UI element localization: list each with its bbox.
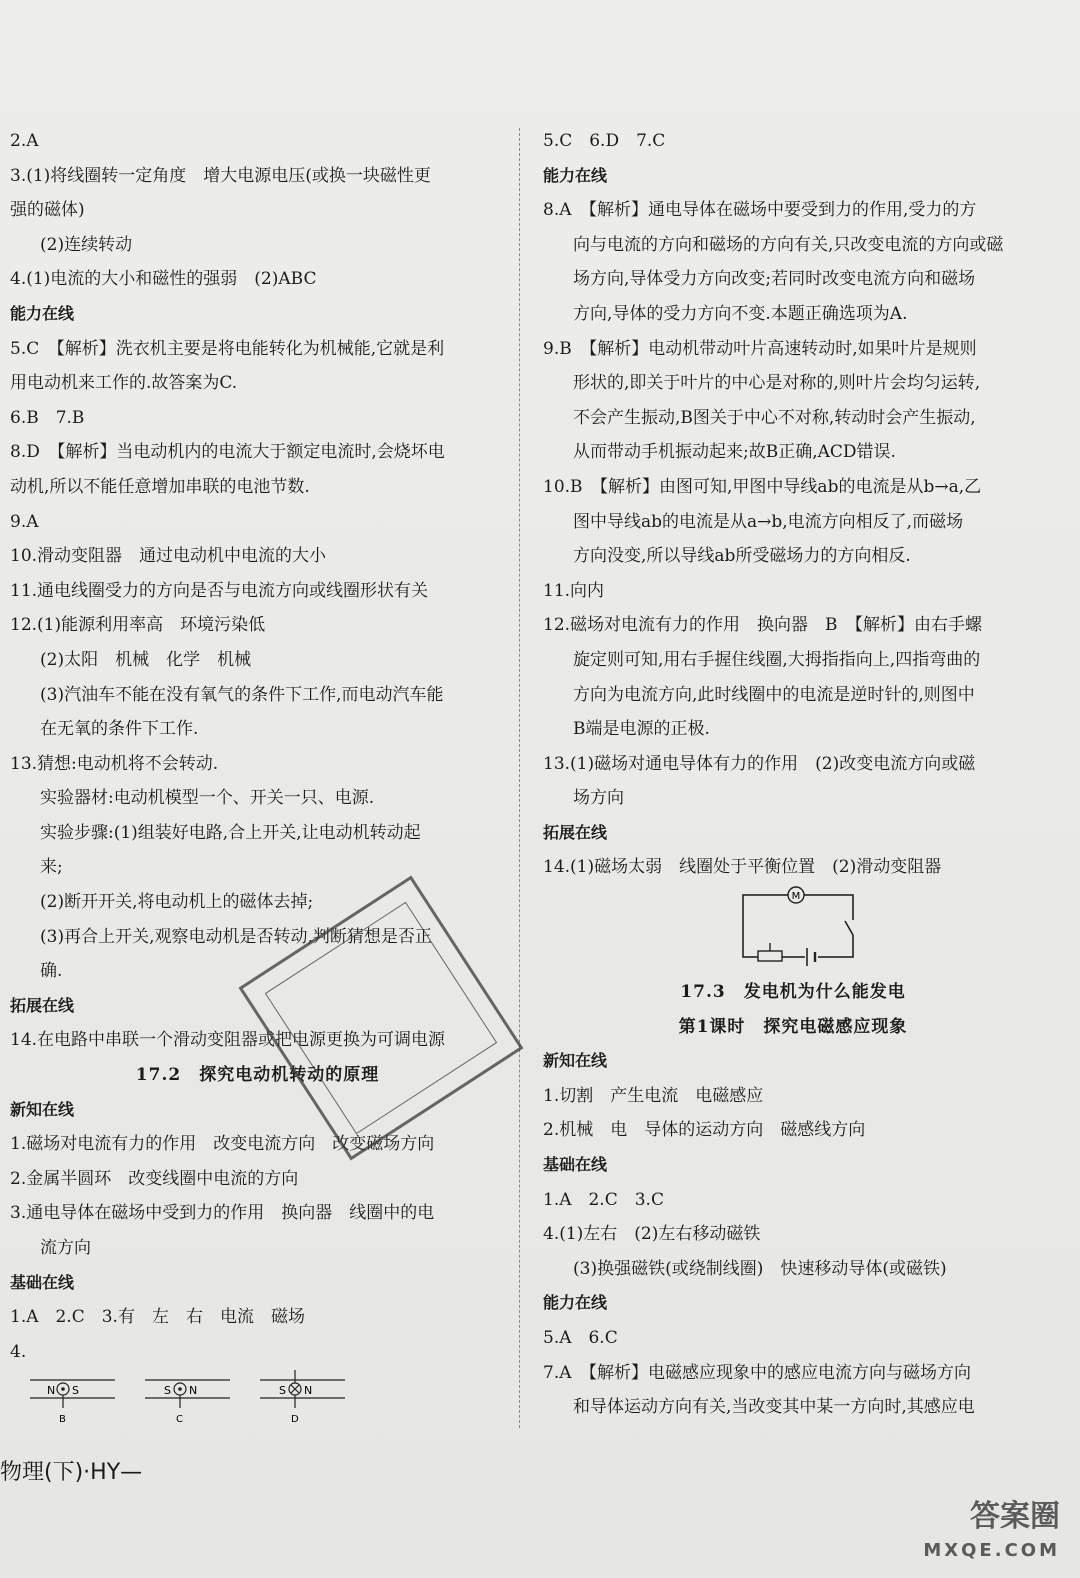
- svg-text:S: S: [164, 1384, 171, 1397]
- right-text-line: 5.A 6.C: [543, 1328, 618, 1348]
- right-text-line: 8.A 【解析】通电导体在磁场中要受到力的作用,受力的方: [543, 200, 977, 221]
- left-text-line: 来;: [40, 857, 63, 878]
- svg-text:D: D: [291, 1414, 299, 1425]
- right-text-line: 第1课时 探究电磁感应现象: [678, 1016, 908, 1037]
- magnet-d: [260, 1370, 345, 1425]
- right-text-line: 图中导线ab的电流是从a→b,电流方向相反了,而磁场: [573, 511, 964, 532]
- left-text-line: 4.(1)电流的大小和磁性的强弱 (2)ABC: [10, 269, 317, 290]
- left-text-line: (3)再合上开关,观察电动机是否转动,判断猜想是否正: [40, 926, 432, 947]
- left-text-line: 流方向: [40, 1238, 91, 1258]
- left-text-line: 实验步骤:(1)组装好电路,合上开关,让电动机转动起: [40, 822, 421, 843]
- left-text-line: 4.: [10, 1341, 27, 1362]
- right-text-line: 旋定则可知,用右手握住线圈,大拇指指向上,四指弯曲的: [573, 649, 981, 670]
- circuit-diagram: [543, 885, 1043, 975]
- left-text-line: 强的磁体): [10, 200, 85, 221]
- page-footer: 物理(下)·HY—: [0, 1460, 143, 1485]
- right-text-line: 7.A 【解析】电磁感应现象中的感应电流方向与磁场方向: [543, 1362, 971, 1383]
- left-text-line: 6.B 7.B: [10, 407, 85, 428]
- right-text-line: 12.磁场对电流有力的作用 换向器 B 【解析】由右手螺: [543, 615, 983, 636]
- left-text-line: 11.通电线圈受力的方向是否与电流方向或线圈形状有关: [10, 580, 429, 601]
- watermark-main: 答案圈: [970, 1499, 1060, 1534]
- left-text-line: 3.通电导体在磁场中受到力的作用 换向器 线圈中的电: [10, 1203, 435, 1224]
- svg-text:S: S: [279, 1384, 286, 1397]
- svg-text:B: B: [59, 1414, 66, 1425]
- left-text-line: 用电动机来工作的.故答案为C.: [10, 373, 238, 394]
- left-text-line: 新知在线: [10, 1099, 75, 1119]
- left-text-line: (2)太阳 机械 化学 机械: [40, 649, 252, 670]
- right-text-line: 不会产生振动,B图关于中心不对称,转动时会产生振动,: [573, 407, 976, 428]
- left-text-line: 17.2 探究电动机转动的原理: [135, 1065, 380, 1086]
- right-text-line: (3)换强磁铁(或绕制线圈) 快速移动导体(或磁铁): [573, 1258, 947, 1279]
- left-text-line: 5.C 【解析】洗衣机主要是将电能转化为机械能,它就是利: [10, 338, 445, 359]
- left-text-line: 12.(1)能源利用率高 环境污染低: [10, 615, 266, 636]
- left-text-line: 确.: [40, 961, 63, 982]
- right-text-line: 能力在线: [543, 1293, 608, 1313]
- left-text-line: 实验器材:电动机模型一个、开关一只、电源.: [40, 788, 375, 809]
- magnet-c: [145, 1380, 230, 1425]
- left-text-line: 2.金属半圆环 改变线圈中电流的方向: [10, 1168, 299, 1189]
- right-text-line: 和导体运动方向有关,当改变其中某一方向时,其感应电: [573, 1397, 975, 1418]
- right-text-line: 场方向: [573, 788, 624, 809]
- site-watermark: [923, 1500, 1060, 1568]
- left-column: [10, 124, 505, 1369]
- right-text-line: 从而带动手机振动起来;故B正确,ACD错误.: [573, 442, 896, 463]
- left-text-line: 能力在线: [10, 303, 75, 323]
- left-text-line: 2.A: [10, 131, 39, 151]
- magnet-b: [30, 1380, 115, 1425]
- magnet-svg: [25, 1370, 385, 1430]
- svg-text:N: N: [47, 1384, 56, 1397]
- right-text-line: 1.A 2.C 3.C: [543, 1189, 664, 1210]
- right-column-part-2: [543, 975, 1043, 1425]
- right-text-line: 1.切割 产生电流 电磁感应: [543, 1085, 764, 1106]
- right-text-line: 方向为电流方向,此时线圈中的电流是逆时针的,则图中: [573, 684, 975, 705]
- right-text-line: 向与电流的方向和磁场的方向有关,只改变电流的方向或磁: [573, 234, 1004, 255]
- left-text-line: 动机,所以不能任意增加串联的电池节数.: [10, 476, 310, 497]
- left-text-line: 在无氧的条件下工作.: [40, 719, 199, 740]
- right-text-line: 13.(1)磁场对通电导体有力的作用 (2)改变电流方向或磁: [543, 753, 976, 774]
- circuit-svg: [543, 885, 1043, 973]
- left-text-line: (2)连续转动: [40, 234, 133, 255]
- right-column: [543, 124, 1043, 1425]
- left-text-line: 13.猜想:电动机将不会转动.: [10, 753, 219, 774]
- circuit-wire: [743, 895, 853, 957]
- watermark-sub: MXQE.COM: [923, 1540, 1060, 1561]
- right-text-line: 基础在线: [543, 1155, 608, 1175]
- right-text-line: 场方向,导体受力方向改变;若同时改变电流方向和磁场: [573, 269, 976, 290]
- svg-text:S: S: [72, 1384, 79, 1397]
- right-text-line: 17.3 发电机为什么能发电: [680, 982, 906, 1003]
- right-text-line: 4.(1)左右 (2)左右移动磁铁: [543, 1224, 761, 1245]
- left-text-line: 9.A: [10, 511, 39, 532]
- rheostat-icon: [758, 951, 782, 961]
- left-text-line: 14.在电路中串联一个滑动变阻器或把电源更换为可调电源: [10, 1030, 446, 1051]
- svg-text:N: N: [189, 1384, 198, 1397]
- right-text-line: 拓展在线: [543, 822, 608, 842]
- right-text-line: 14.(1)磁场太弱 线圈处于平衡位置 (2)滑动变阻器: [543, 857, 942, 878]
- right-text-line: 10.B 【解析】由图可知,甲图中导线ab的电流是从b→a,乙: [543, 476, 982, 497]
- magnet-diagrams: [25, 1370, 385, 1430]
- left-text-line: (2)断开开关,将电动机上的磁体去掉;: [40, 892, 314, 913]
- right-text-line: B端是电源的正极.: [573, 719, 710, 740]
- right-text-line: 11.向内: [543, 580, 605, 601]
- left-text-line: 1.磁场对电流有力的作用 改变电流方向 改变磁场方向: [10, 1134, 435, 1155]
- left-text-line: 拓展在线: [10, 995, 75, 1015]
- left-text-line: (3)汽油车不能在没有氧气的条件下工作,而电动汽车能: [40, 684, 444, 705]
- left-text-line: 10.滑动变阻器 通过电动机中电流的大小: [10, 546, 327, 567]
- left-text-line: 3.(1)将线圈转一定角度 增大电源电压(或换一块磁性更: [10, 165, 431, 186]
- right-text-line: 新知在线: [543, 1051, 608, 1071]
- right-text-line: 5.C 6.D 7.C: [543, 131, 666, 151]
- right-text-line: 方向,导体的受力方向不变.本题正确选项为A.: [573, 303, 908, 324]
- left-text-line: 8.D 【解析】当电动机内的电流大于额定电流时,会烧坏电: [10, 442, 445, 463]
- svg-text:C: C: [176, 1414, 183, 1425]
- left-text-line: 1.A 2.C 3.有 左 右 电流 磁场: [10, 1307, 305, 1328]
- right-column-part-1: [543, 124, 1043, 885]
- right-text-line: 能力在线: [543, 165, 608, 185]
- right-text-line: 形状的,即关于叶片的中心是对称的,则叶片会均匀运转,: [573, 373, 981, 394]
- right-text-line: 2.机械 电 导体的运动方向 磁感线方向: [543, 1120, 866, 1141]
- right-text-line: 方向没变,所以导线ab所受磁场力的方向相反.: [573, 546, 911, 567]
- right-text-line: 9.B 【解析】电动机带动叶片高速转动时,如果叶片是规则: [543, 338, 977, 359]
- left-text-line: 基础在线: [10, 1272, 75, 1292]
- column-divider: [519, 128, 520, 1428]
- svg-text:N: N: [304, 1384, 313, 1397]
- motor-label: M: [791, 891, 801, 903]
